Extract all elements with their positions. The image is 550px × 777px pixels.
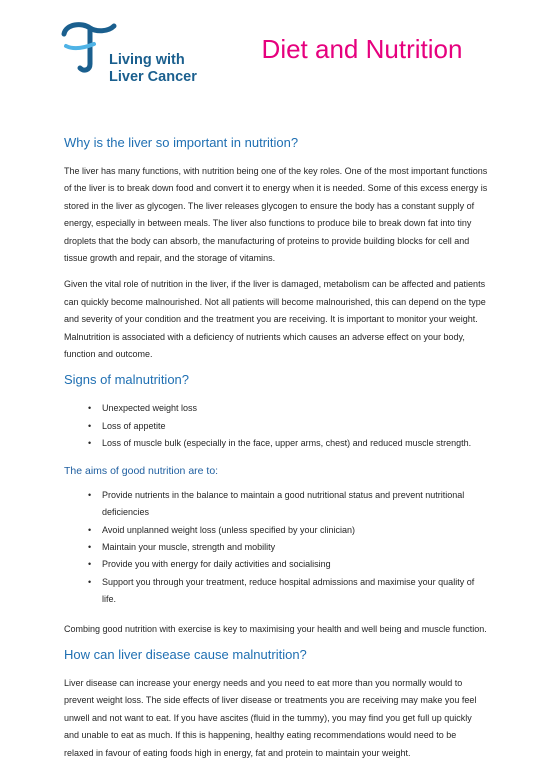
bullet-icon: •: [88, 559, 92, 570]
paragraph: Liver disease can increase your energy needs and you need to eat more than you normally would to prevent weight loss. The side effects of liver disease or treatments you are receiving may make you feel unwell and not want to eat. If you have ascites (fluid in the tummy), you may find you get full up quickly and unable to eat as much. If this is happening, healthy eating recommendations would need to be relaxed in favour of eating foods high in energy, fat and protein to maintain your weight.: [64, 677, 477, 758]
logo-text: [109, 52, 197, 86]
paragraph: Given the vital role of nutrition in the liver, if the liver is damaged, metabolism can be affected and patients can quickly become malnourished. Not all patients will become malnourished, this can depend on the type and severity of your condition and the treatment you are receiving. It is important to monitor your weight. Malnutrition is associated with a deficiency of nutrients which causes an adverse effect on your body, function and outcome.: [64, 279, 486, 360]
signs-list: [64, 400, 488, 452]
bullet-icon: •: [88, 438, 92, 449]
list-item: • Provide you with energy for daily activities and socialising: [88, 556, 488, 573]
logo-line-1: Living with: [109, 52, 185, 68]
section-heading-signs: Signs of malnutrition?: [64, 372, 190, 388]
list-item: • Avoid unplanned weight loss (unless specified by your clinician): [88, 522, 488, 539]
section-heading-liver-importance: Why is the liver so important in nutrition?: [64, 135, 299, 150]
main-content: [64, 135, 488, 771]
section-heading-aims: The aims of good nutrition are to:: [64, 464, 219, 477]
list-item: • Loss of appetite: [88, 418, 488, 435]
list-item: • Maintain your muscle, strength and mobility: [88, 539, 488, 556]
list-item: • Unexpected weight loss: [88, 400, 488, 417]
bullet-icon: •: [88, 420, 92, 431]
list-item: • Provide nutrients in the balance to maintain a good nutritional status and prevent nutritional deficiencies: [88, 487, 488, 522]
living-with-liver-cancer-logo: [60, 20, 210, 92]
bullet-icon: •: [88, 489, 92, 500]
logo-line-2: Liver Cancer: [109, 69, 197, 85]
page-title: Diet and Nutrition: [261, 34, 463, 64]
aims-list: [64, 487, 488, 609]
bullet-icon: •: [88, 403, 92, 414]
list-item: • Support you through your treatment, reduce hospital admissions and maximise your quality of life.: [88, 574, 488, 609]
bullet-icon: •: [88, 576, 92, 587]
paragraph: The liver has many functions, with nutrition being one of the key roles. One of the most important functions of the liver is to break down food and convert it to energy when it is needed. Some of this excess energy is stored in the liver as glycogen. The liver releases glycogen to ensure the body has a constant supply of energy, especially in between meals. The liver also functions to produce bile to break down fat into tiny droplets that the body can absorb, the manufacturing of proteins to provide building blocks for cell and tissue growth and repair, and the storage of vitamins.: [64, 166, 488, 264]
section-heading-liver-disease: How can liver disease cause malnutrition?: [64, 646, 307, 662]
paragraph: Combing good nutrition with exercise is key to maximising your health and well being and muscle function.: [64, 623, 487, 634]
list-item: • Loss of muscle bulk (especially in the face, upper arms, chest) and reduced muscle strength.: [88, 435, 488, 452]
bullet-icon: •: [88, 524, 92, 535]
bullet-icon: •: [88, 541, 92, 552]
